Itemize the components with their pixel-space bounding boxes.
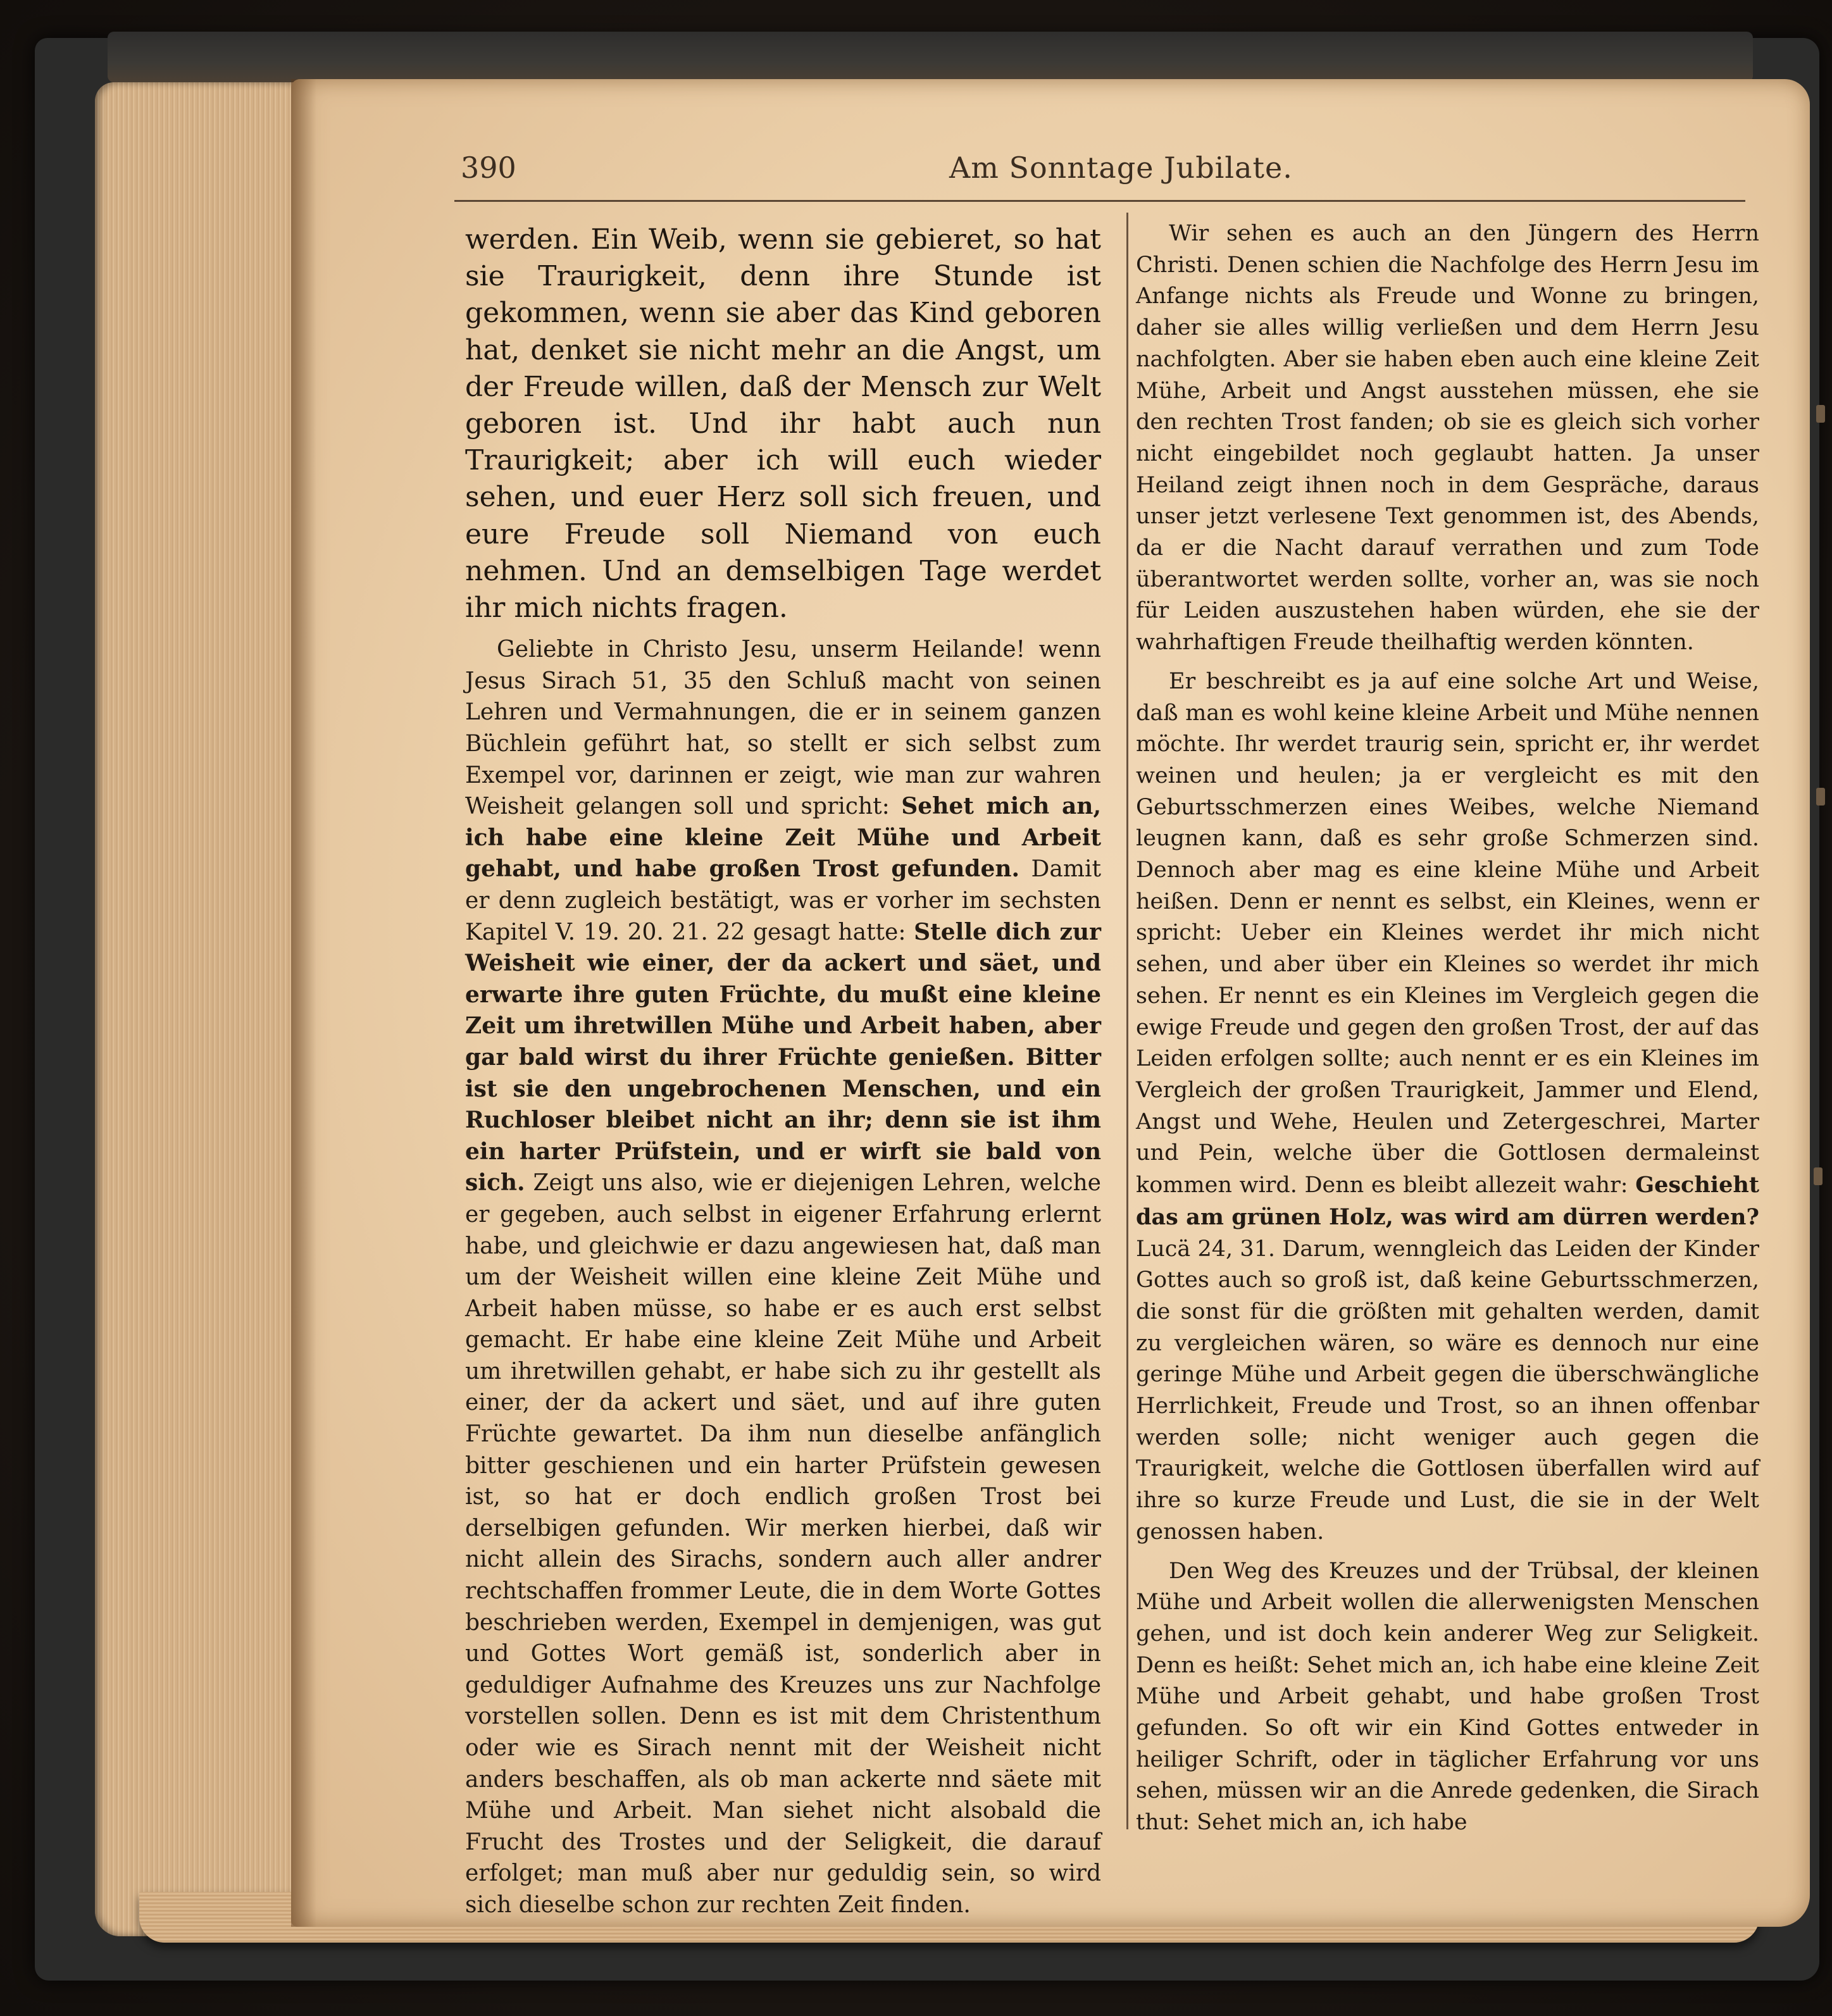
column-divider <box>1126 213 1128 1829</box>
right-column <box>1136 218 1759 1839</box>
gutter-shadow <box>291 79 316 1927</box>
paragraph-text: Er beschreibt es ja auf eine solche Art und Weise, daß man es wohl keine kleine Arbeit und Mühe nennen möchte. Ihr werdet traurig sein, spricht er, ihr werdet weinen und heulen; ja er vergleicht es mit den Geburtsschmerzen eines Weibes, welche Niemand leugnen kann, daß es sehr große Schmerzen sind. Dennoch aber mag es eine kleine Mühe und Arbeit heißen. Denn er nennt es selbst, ein Kleines, wenn er spricht: Ueber ein Kleines werdet ihr mich nicht sehen, und aber über ein Kleines so werdet ihr mich sehen. Er nennt es ein Kleines im Vergleich gegen die ewige Freude und gegen den großen Trost, der auf das Leiden erfolgen sollte; auch nennt er es ein Kleines im Vergleich der großen Traurigkeit, Jammer und Elend, Angst und Wehe, Heulen und Zetergeschrei, Marter und Pein, welche über die Gottlosen dermaleinst kommen wird. Denn es bleibt allezeit wahr: <box>1136 668 1759 1198</box>
paragraph-text: Damit er denn zugleich bestätigt, was er vorher im sechsten Kapitel V. 19. 20. 21. 22 gesagt hatte: <box>465 856 1101 945</box>
book-cover-top-edge <box>108 32 1753 82</box>
page-edge-mark <box>1816 788 1825 806</box>
sermon-paragraph <box>465 634 1101 1920</box>
paragraph-text: Zeigt uns also, wie er diejenigen Lehren, welche er gegeben, auch selbst in eigener Erfahrung erlernt habe, und gleichwie er dazu angewiesen hat, daß man um der Weisheit willen eine kleine Zeit Mühe und Arbeit haben müsse, so habe er es auch erst selbst gemacht. Er habe eine kleine Zeit Mühe und Arbeit um ihretwillen gehabt, er habe sich zu ihr gestellt als einer, der da ackert und säet, und auf ihre guten Früchte gewartet. Da ihm nun dieselbe anfänglich bitter geschienen und ein harter Prüfstein gewesen ist, so hat er doch endlich großen Trost bei derselbigen gefunden. Wir merken hierbei, daß wir nicht allein des Sirachs, sondern auch aller andrer rechtschaffen frommer Leute, die in dem Worte Gottes beschrieben werden, Exempel in demjenigen, was gut und Gottes Wort gemäß ist, sonderlich aber in geduldiger Aufnahme des Kreuzes uns zur Nachfolge vorstellen sollen. Denn es ist mit dem Christenthum oder wie es Sirach nennt mit der Weisheit nicht anders beschaffen, als ob man ackerte nnd säete mit Mühe und Arbeit. Man siehet nicht alsobald die Frucht des Trostes und der Seligkeit, die darauf erfolget; man muß aber nur geduldig sein, so wird sich dieselbe schon zur rechten Zeit finden. <box>465 1170 1101 1918</box>
bold-quotation: Stelle dich zur Weisheit wie einer, der da ackert und säet, und erwarte ihre guten Früchte, du mußt eine kleine Zeit um ihretwillen Mühe und Arbeit haben, aber gar bald wirst du ihrer Früchte genießen. Bitter ist sie den ungebrochenen Menschen, und ein Ruchloser bleibet nicht an ihr; denn sie ist ihm ein harter Prüfstein, und er wirft sie bald von sich. <box>465 918 1101 1197</box>
sermon-paragraph: Den Weg des Kreuzes und der Trübsal, der kleinen Mühe und Arbeit wollen die allerwenigsten Menschen gehen, und ist doch kein anderer Weg zur Seligkeit. Denn es heißt: Sehet mich an, ich habe eine kleine Zeit Mühe und Arbeit gehabt, und habe großen Trost gefunden. So oft wir ein Kind Gottes entweder in heiliger Schrift, oder in täglicher Erfahrung vor uns sehen, müssen wir an die Anrede gedenken, die Sirach thut: Sehet mich an, ich habe <box>1136 1558 1759 1836</box>
paragraph-text: Geliebte in Christo Jesu, unserm Heilande! wenn Jesus Sirach 51, 35 den Schluß macht von seinen Lehren und Vermahnungen, die er in seinem ganzen Büchlein geführt hat, so stellt er sich selbst zum Exempel vor, darinnen er zeigt, wie man zur wahren Weisheit gelangen soll und spricht: <box>465 637 1101 820</box>
bold-quotation: Geschieht das am grünen Holz, was wird am dürren werden? <box>1136 1172 1759 1230</box>
scripture-text: werden. Ein Weib, wenn sie gebieret, so hat sie Traurigkeit, denn ihre Stunde ist gekommen, wenn sie aber das Kind geboren hat, denket sie nicht mehr an die Angst, um der Freude willen, daß der Mensch zur Welt geboren ist. Und ihr habt auch nun Traurigkeit; aber ich will euch wieder sehen, und euer Herz soll sich freuen, und eure Freude soll Niemand von euch nehmen. Und an demselbigen Tage werdet ihr mich nichts fragen. <box>465 223 1101 625</box>
page-edge-mark <box>1814 1167 1823 1185</box>
bold-quotation: Sehet mich an, ich habe eine kleine Zeit Mühe und Arbeit gehabt, und habe großen Trost gefunden. <box>465 793 1101 883</box>
page-edge-mark <box>1816 405 1825 423</box>
left-column <box>465 221 1101 1921</box>
paragraph-text: Lucä 24, 31. Darum, wenngleich das Leiden der Kinder Gottes auch so groß ist, daß keine Geburtsschmerzen, die sonst für die größten mit gehalten werden, damit zu vergleichen wären, so wäre es dennoch nur eine geringe Mühe und Arbeit gegen die überschwängliche Herrlichkeit, Freude und Trost, so an ihnen offenbar werden solle; nicht weniger auch gegen die Traurigkeit, welche die Gottlosen überfallen wird auf ihre so kurze Freude und Lust, die sie in der Welt genossen haben. <box>1136 1236 1759 1545</box>
sermon-paragraph <box>1136 666 1759 1548</box>
sermon-paragraph: Wir sehen es auch an den Jüngern des Herrn Christi. Denen schien die Nachfolge des Herrn Jesu im Anfange nichts als Freude und Wonne zu bringen, daher sie alles willig verließen und dem Herrn Jesu nachfolgten. Aber sie haben eben auch eine kleine Zeit Mühe, Arbeit und Angst ausstehen müssen, ehe sie den rechten Trost fanden; ob sie es gleich sich vorher nicht eingebildet noch geglaubt hatten. Ja unser Heiland zeigt ihnen noch in dem Gespräche, daraus unser jetzt verlesene Text genommen ist, des Abends, da er die Nacht darauf verrathen und zum Tode überantwortet werden sollte, vorher an, was sie noch für Leiden auszustehen haben würden, ehe sie der wahrhaftigen Freude theilhaftig werden könnten. <box>1136 221 1759 656</box>
page-block-edge <box>95 82 304 1936</box>
header-rule <box>454 200 1745 202</box>
page-number: 390 <box>461 151 516 185</box>
running-title: Am Sonntage Jubilate. <box>949 151 1293 185</box>
